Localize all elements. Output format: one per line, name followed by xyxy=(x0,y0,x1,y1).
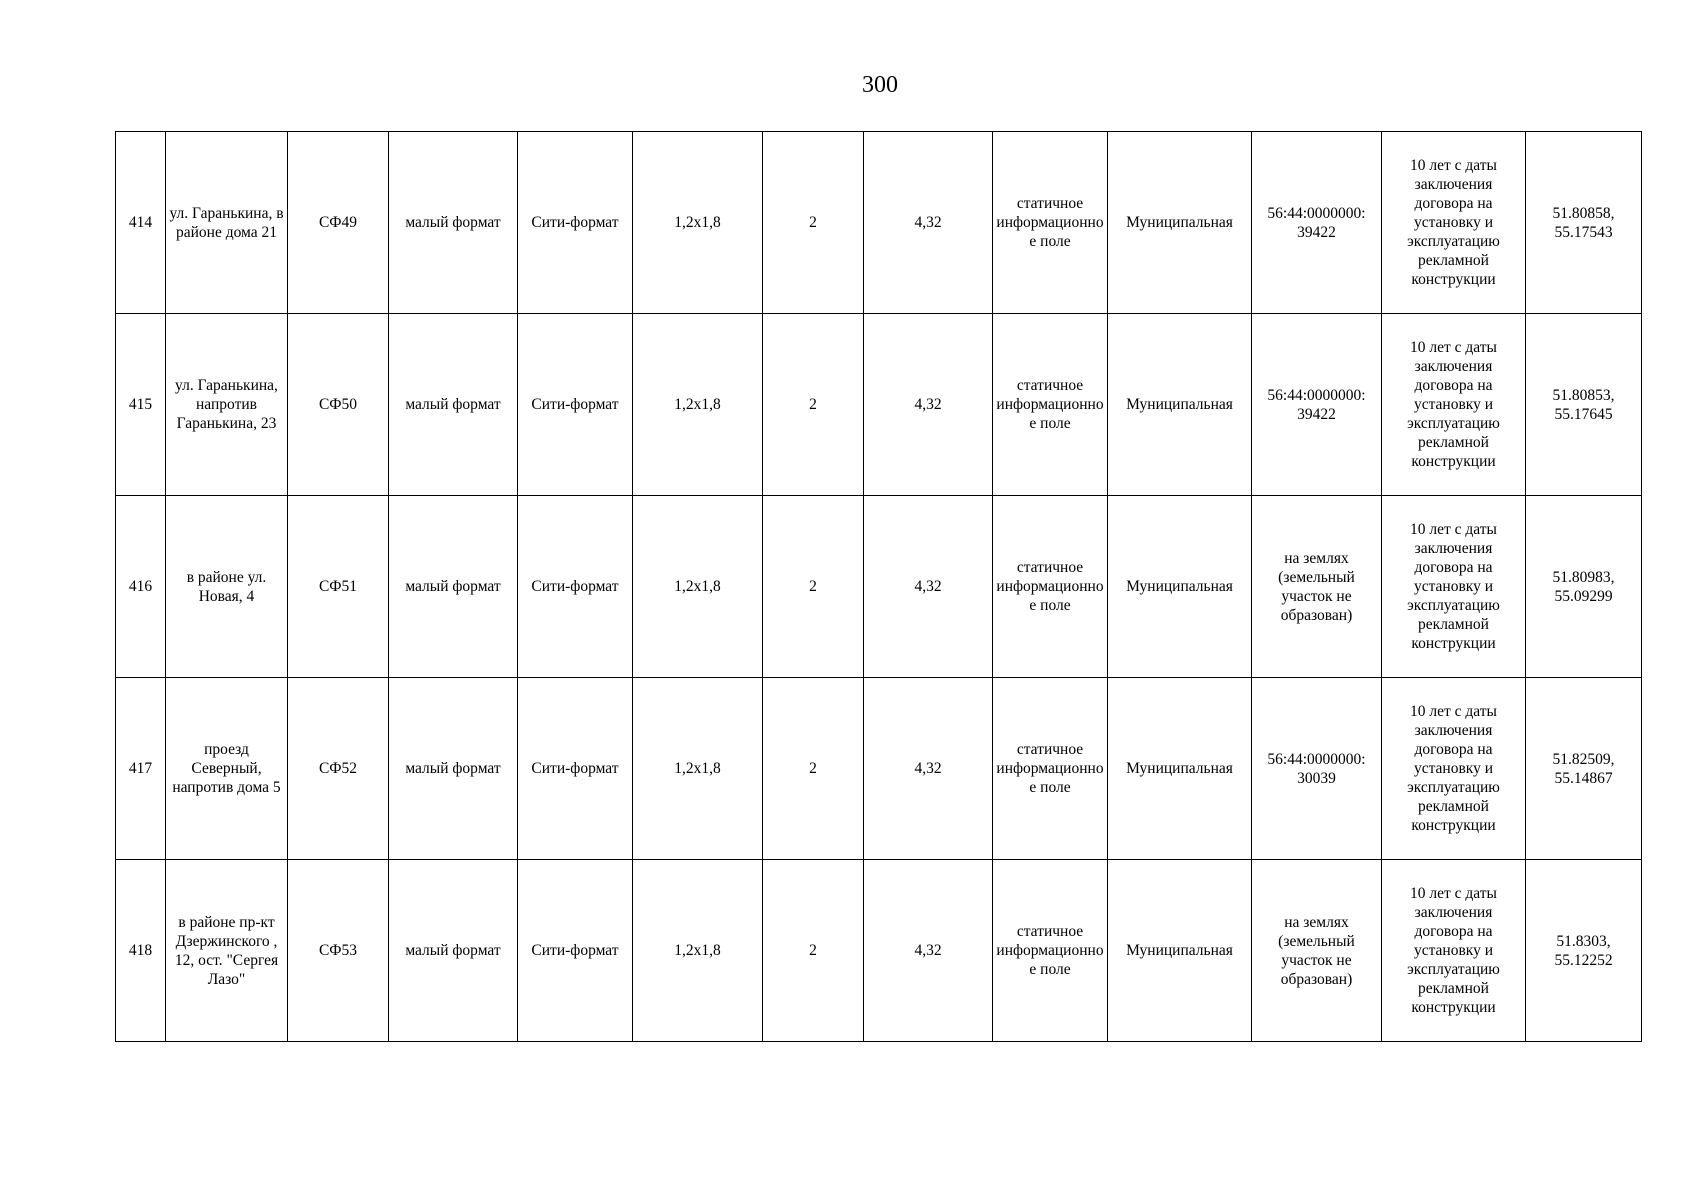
cell-coordinates: 51.82509, 55.14867 xyxy=(1526,678,1642,860)
cell-address: ул. Гаранькина, напротив Гаранькина, 23 xyxy=(166,314,288,496)
table-row xyxy=(116,314,1642,496)
table-row xyxy=(116,860,1642,1042)
cell-size: 1,2x1,8 xyxy=(633,860,763,1042)
cell-number: 418 xyxy=(116,860,166,1042)
cell-size: 1,2x1,8 xyxy=(633,678,763,860)
cell-type: Сити-формат xyxy=(518,496,633,678)
cell-code: СФ50 xyxy=(288,314,389,496)
cell-coordinates: 51.8303, 55.12252 xyxy=(1526,860,1642,1042)
cell-code: СФ52 xyxy=(288,678,389,860)
cell-coordinates: 51.80983, 55.09299 xyxy=(1526,496,1642,678)
page-number: 300 xyxy=(862,72,898,98)
cell-cadastral: 56:44:0000000: 39422 xyxy=(1252,132,1382,314)
cell-sides: 2 xyxy=(763,678,864,860)
cell-coordinates: 51.80858, 55.17543 xyxy=(1526,132,1642,314)
cell-number: 416 xyxy=(116,496,166,678)
cell-cadastral: на землях (земельный участок не образован) xyxy=(1252,860,1382,1042)
cell-term: 10 лет с даты заключения договора на установку и эксплуатацию рекламной конструкции xyxy=(1382,496,1526,678)
cell-format: малый формат xyxy=(389,860,518,1042)
cell-address: в районе пр-кт Дзержинского , 12, ост. "Сергея Лазо" xyxy=(166,860,288,1042)
cell-address: ул. Гаранькина, в районе дома 21 xyxy=(166,132,288,314)
cell-sides: 2 xyxy=(763,314,864,496)
cell-area: 4,32 xyxy=(864,496,993,678)
cell-number: 415 xyxy=(116,314,166,496)
cell-term: 10 лет с даты заключения договора на установку и эксплуатацию рекламной конструкции xyxy=(1382,132,1526,314)
cell-area: 4,32 xyxy=(864,860,993,1042)
cell-ownership: Муниципальная xyxy=(1108,678,1252,860)
cell-term: 10 лет с даты заключения договора на установку и эксплуатацию рекламной конструкции xyxy=(1382,314,1526,496)
cell-area: 4,32 xyxy=(864,314,993,496)
cell-format: малый формат xyxy=(389,678,518,860)
cell-sides: 2 xyxy=(763,860,864,1042)
cell-ownership: Муниципальная xyxy=(1108,314,1252,496)
cell-field-type: статичное информационное поле xyxy=(993,496,1108,678)
cell-field-type: статичное информационное поле xyxy=(993,860,1108,1042)
advertising-structures-table xyxy=(115,131,1642,1042)
cell-size: 1,2x1,8 xyxy=(633,314,763,496)
cell-cadastral: на землях (земельный участок не образован) xyxy=(1252,496,1382,678)
cell-sides: 2 xyxy=(763,132,864,314)
cell-address: в районе ул. Новая, 4 xyxy=(166,496,288,678)
cell-format: малый формат xyxy=(389,314,518,496)
cell-type: Сити-формат xyxy=(518,314,633,496)
cell-type: Сити-формат xyxy=(518,132,633,314)
cell-code: СФ49 xyxy=(288,132,389,314)
cell-size: 1,2x1,8 xyxy=(633,496,763,678)
cell-term: 10 лет с даты заключения договора на установку и эксплуатацию рекламной конструкции xyxy=(1382,860,1526,1042)
cell-number: 414 xyxy=(116,132,166,314)
cell-format: малый формат xyxy=(389,496,518,678)
cell-number: 417 xyxy=(116,678,166,860)
cell-field-type: статичное информационное поле xyxy=(993,678,1108,860)
cell-coordinates: 51.80853, 55.17645 xyxy=(1526,314,1642,496)
cell-format: малый формат xyxy=(389,132,518,314)
cell-code: СФ51 xyxy=(288,496,389,678)
cell-ownership: Муниципальная xyxy=(1108,860,1252,1042)
cell-cadastral: 56:44:0000000: 30039 xyxy=(1252,678,1382,860)
cell-type: Сити-формат xyxy=(518,678,633,860)
cell-ownership: Муниципальная xyxy=(1108,496,1252,678)
cell-field-type: статичное информационное поле xyxy=(993,314,1108,496)
cell-term: 10 лет с даты заключения договора на установку и эксплуатацию рекламной конструкции xyxy=(1382,678,1526,860)
cell-code: СФ53 xyxy=(288,860,389,1042)
cell-area: 4,32 xyxy=(864,132,993,314)
cell-address: проезд Северный, напротив дома 5 xyxy=(166,678,288,860)
cell-type: Сити-формат xyxy=(518,860,633,1042)
cell-sides: 2 xyxy=(763,496,864,678)
cell-ownership: Муниципальная xyxy=(1108,132,1252,314)
table-row xyxy=(116,132,1642,314)
cell-cadastral: 56:44:0000000: 39422 xyxy=(1252,314,1382,496)
cell-size: 1,2x1,8 xyxy=(633,132,763,314)
table-row xyxy=(116,496,1642,678)
cell-area: 4,32 xyxy=(864,678,993,860)
cell-field-type: статичное информационное поле xyxy=(993,132,1108,314)
table-row xyxy=(116,678,1642,860)
